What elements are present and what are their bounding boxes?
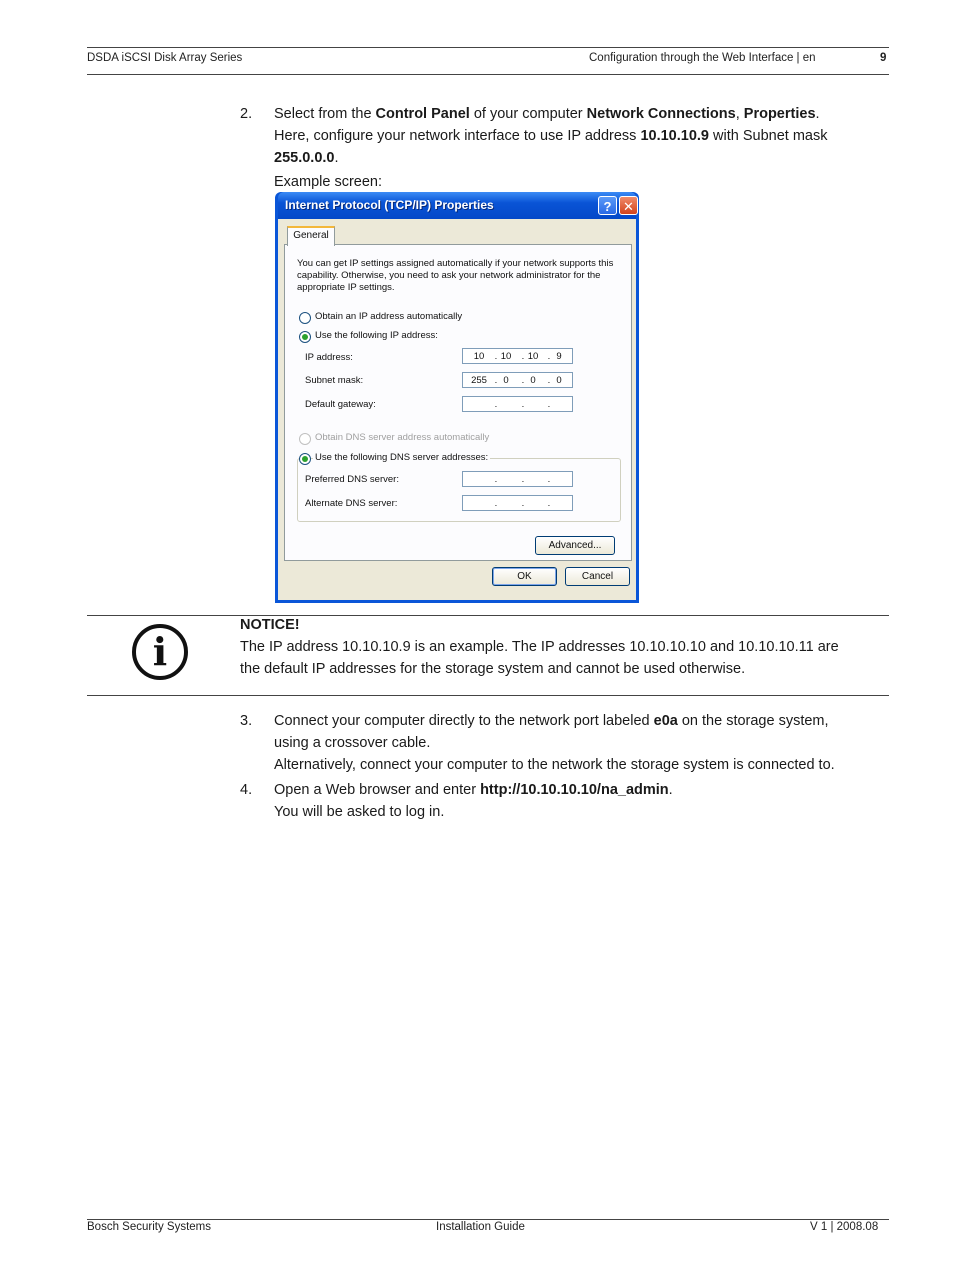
default-gateway-field[interactable]: . . .: [462, 396, 573, 412]
step-2-text: Select from the Control Panel of your computer Network Connections, Properties. Here, configure your network interface to use IP address 10.10.10.9 with Subnet mask 255.0.0.0.: [274, 106, 828, 166]
use-dns-radio[interactable]: [299, 453, 311, 465]
ip-address-field[interactable]: 10 . 10 . 10 . 9: [462, 348, 573, 364]
step-2-number: 2.: [240, 106, 253, 122]
tab-general[interactable]: General: [287, 226, 335, 246]
obtain-dns-label: Obtain DNS server address automatically: [315, 432, 490, 443]
obtain-dns-radio[interactable]: [299, 433, 311, 445]
footer-guide-title: Installation Guide: [436, 1221, 525, 1233]
ok-button[interactable]: OK: [492, 567, 557, 586]
subnet-mask-label: Subnet mask:: [305, 375, 364, 386]
step-4-number: 4.: [240, 782, 253, 798]
header-document-title: DSDA iSCSI Disk Array Series: [87, 52, 243, 64]
notice-top-rule: [87, 615, 889, 616]
obtain-ip-radio[interactable]: [299, 312, 311, 324]
advanced-button[interactable]: Advanced...: [535, 536, 615, 555]
footer-rule: [87, 1219, 889, 1220]
intro-text: You can get IP settings assigned automatically if your network supports this capability. Otherwise, you need to ask your network administrator for the appropriate IP settings.: [297, 258, 614, 293]
info-icon: i: [132, 624, 188, 680]
dialog-title-bar: [278, 192, 636, 219]
ip-address-label: IP address:: [305, 352, 353, 363]
close-button[interactable]: ✕: [619, 196, 638, 215]
header-page-number: 9: [880, 52, 887, 64]
notice-bottom-rule: [87, 695, 889, 696]
preferred-dns-label: Preferred DNS server:: [305, 474, 399, 485]
footer-company: Bosch Security Systems: [87, 1221, 211, 1233]
example-screen-caption: Example screen:: [274, 174, 382, 190]
obtain-ip-label: Obtain an IP address automatically: [315, 311, 463, 322]
header-section-title: Configuration through the Web Interface | en: [589, 52, 816, 64]
dialog-body: [278, 219, 636, 600]
footer-version: V 1 | 2008.08: [810, 1221, 879, 1233]
notice-title: NOTICE!: [240, 617, 300, 633]
header-bottom-rule: [87, 74, 889, 75]
step-3-text: Connect your computer directly to the network port labeled e0a on the storage system, using a crossover cable. Alternatively, connect your computer to the network the storage system is connected to.: [274, 713, 835, 773]
default-gateway-label: Default gateway:: [305, 399, 376, 410]
header-top-rule: [87, 47, 889, 48]
dialog-title: Internet Protocol (TCP/IP) Properties: [285, 198, 494, 212]
alternate-dns-label: Alternate DNS server:: [305, 498, 398, 509]
general-tab-panel: [284, 244, 632, 561]
subnet-mask-field[interactable]: 255 . 0 . 0 . 0: [462, 372, 573, 388]
help-button[interactable]: ?: [598, 196, 617, 215]
preferred-dns-field[interactable]: . . .: [462, 471, 573, 487]
alternate-dns-field[interactable]: . . .: [462, 495, 573, 511]
use-ip-radio[interactable]: [299, 331, 311, 343]
tcpip-properties-dialog: [275, 192, 639, 603]
step-3-number: 3.: [240, 713, 253, 729]
step-4-text: Open a Web browser and enter http://10.10.10.10/na_admin. You will be asked to log in.: [274, 782, 673, 820]
notice-text: The IP address 10.10.10.9 is an example. The IP addresses 10.10.10.10 and 10.10.10.11 are the default IP addresses for the storage system and cannot be used otherwise.: [240, 639, 839, 677]
use-ip-label: Use the following IP address:: [315, 330, 438, 341]
cancel-button[interactable]: Cancel: [565, 567, 630, 586]
use-dns-label: Use the following DNS server addresses:: [315, 452, 489, 463]
dns-group-box: [297, 458, 621, 522]
